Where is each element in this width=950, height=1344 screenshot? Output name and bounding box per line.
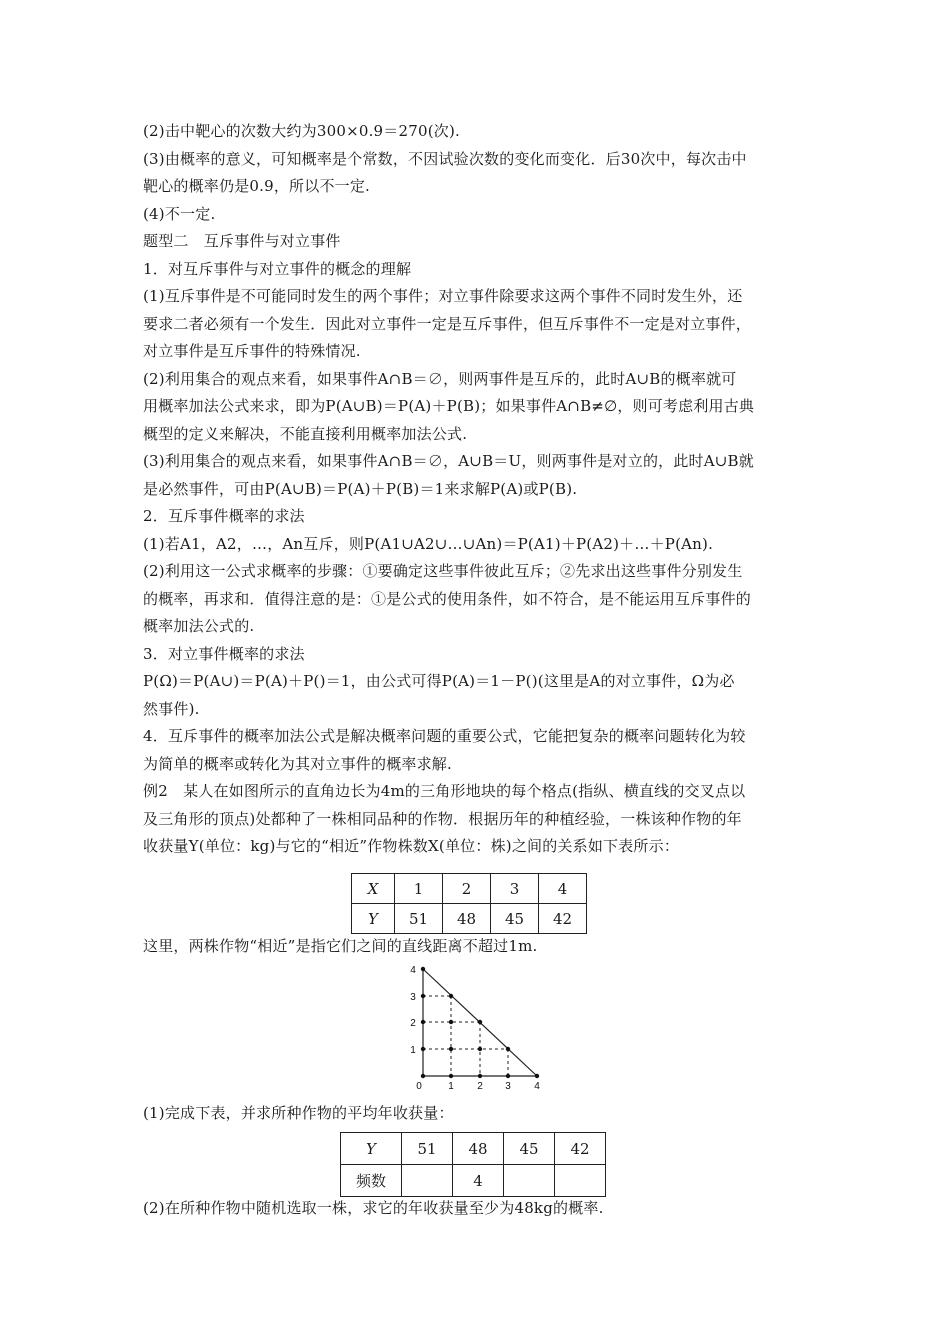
table-cell <box>555 1165 606 1197</box>
text-line: 靶心的概率仍是0.9，所以不一定. <box>143 177 371 195</box>
table-cell: 48 <box>453 1133 504 1165</box>
y-tick-label: 3 <box>410 992 416 1003</box>
lattice-point <box>421 1047 425 1051</box>
table-cell: Y <box>352 904 395 934</box>
text-line: 是必然事件，可由P(A∪B)＝P(A)＋P(B)＝1来求解P(A)或P(B). <box>143 479 578 498</box>
lattice-point <box>421 967 425 971</box>
text-line: 然事件). <box>143 699 200 718</box>
lattice-point <box>535 1074 539 1078</box>
text-line: 4．互斥事件的概率加法公式是解决概率问题的重要公式，它能把复杂的概率问题转化为较 <box>143 727 746 745</box>
body-text <box>143 118 811 861</box>
triangle-grid-figure <box>391 963 551 1093</box>
example-heading-line: 例2 某人在如图所示的直角边长为4m的三角形地块的每个格点(指纵、横直线的交叉点以 <box>143 782 746 800</box>
table-cell: Y <box>341 1133 402 1165</box>
table-cell: 1 <box>395 874 443 904</box>
lattice-point <box>478 1074 482 1078</box>
table-cell: 48 <box>443 904 491 934</box>
question-1: (1)完成下表，并求所种作物的平均年收获量： <box>143 1104 454 1122</box>
table-cell: 51 <box>395 904 443 934</box>
lattice-point <box>478 1047 482 1051</box>
x-tick-label: 4 <box>534 1081 540 1092</box>
x-tick-label: 1 <box>448 1081 454 1092</box>
text-line: 要求二者必须有一个发生．因此对立事件一定是互斥事件，但互斥事件不一定是对立事件， <box>143 314 752 333</box>
text-line: (2)利用集合的观点来看，如果事件A∩B＝∅，则两事件是互斥的，此时A∪B的概率就可 <box>143 369 737 388</box>
xy-relation-table <box>351 873 587 934</box>
text-line: (4)不一定. <box>143 204 216 223</box>
lattice-point <box>449 994 453 998</box>
table-row <box>341 1133 606 1165</box>
text-line: 及三角形的顶点)处都种了一株相同品种的作物．根据历年的种植经验，一株该种作物的年 <box>143 809 742 828</box>
table-row <box>352 874 587 904</box>
table-cell: 4 <box>453 1165 504 1197</box>
subsection-heading: 2．互斥事件概率的求法 <box>143 507 305 525</box>
table-cell: 频数 <box>341 1165 402 1197</box>
y-tick-label: 2 <box>410 1018 416 1029</box>
question-2: (2)在所种作物中随机选取一株，求它的年收获量至少为48kg的概率. <box>143 1199 604 1217</box>
subsection-heading: 3．对立事件概率的求法 <box>143 644 305 663</box>
text-line: (3)由概率的意义，可知概率是个常数，不因试验次数的变化而变化．后30次中，每次击中 <box>143 149 747 168</box>
lattice-point <box>421 1074 425 1078</box>
y-tick-label: 1 <box>410 1045 416 1056</box>
table-cell: 42 <box>539 904 587 934</box>
table-cell: 3 <box>491 874 539 904</box>
text-line: 的概率，再求和．值得注意的是：①是公式的使用条件，如不符合，是不能运用互斥事件的 <box>143 589 752 608</box>
y-tick-label: 4 <box>410 965 416 976</box>
lattice-point <box>478 1020 482 1024</box>
text-line: (2)利用这一公式求概率的步骤：①要确定这些事件彼此互斥；②先求出这些事件分别发生 <box>143 562 743 580</box>
table-cell <box>504 1165 555 1197</box>
frequency-table <box>340 1132 606 1197</box>
table-cell <box>402 1165 453 1197</box>
text-line: (1)互斥事件是不可能同时发生的两个事件；对立事件除要求这两个事件不同时发生外，还 <box>143 287 743 305</box>
text-line: (2)击中靶心的次数大约为300×0.9＝270(次). <box>143 122 461 140</box>
text-line: 概型的定义来解决，不能直接利用概率加法公式. <box>143 424 468 443</box>
lattice-point <box>421 994 425 998</box>
table-cell: 4 <box>539 874 587 904</box>
lattice-point <box>421 1020 425 1024</box>
table-cell: 45 <box>504 1133 555 1165</box>
text-line: (1)若A1，A2，…，An互斥，则P(A1∪A2∪…∪An)＝P(A1)＋P(A2)＋…＋P(An). <box>143 534 714 553</box>
text-line: (3)利用集合的观点来看，如果事件A∩B＝∅，A∪B＝U，则两事件是对立的，此时A∪B就 <box>143 452 754 470</box>
lattice-point <box>449 1047 453 1051</box>
text-line: 这里，两株作物“相近”是指它们之间的直线距离不超过1m. <box>143 937 538 955</box>
text-line: 用概率加法公式来求，即为P(A∪B)＝P(A)＋P(B)；如果事件A∩B≠∅，则可考虑利用古典 <box>143 397 755 415</box>
table-cell: 45 <box>491 904 539 934</box>
lattice-point <box>506 1074 510 1078</box>
document-page <box>143 118 811 1217</box>
table-row <box>341 1165 606 1197</box>
text-line: 概率加法公式的. <box>143 617 255 635</box>
text-line: 收获量Y(单位：kg)与它的“相近”作物株数X(单位：株)之间的关系如下表所示： <box>143 837 680 855</box>
table-cell: 51 <box>402 1133 453 1165</box>
table-cell: 2 <box>443 874 491 904</box>
lattice-point <box>449 1020 453 1024</box>
x-tick-label: 3 <box>505 1081 511 1092</box>
table-row <box>352 904 587 934</box>
text-line: 对立事件是互斥事件的特殊情况. <box>143 342 361 360</box>
lattice-point <box>506 1047 510 1051</box>
text-line: P(Ω)＝P(A∪)＝P(A)＋P()＝1，由公式可得P(A)＝1－P()(这里是A的对立事件，Ω为必 <box>143 672 735 690</box>
x-tick-label: 0 <box>416 1081 422 1092</box>
table-cell: X <box>352 874 395 904</box>
section-heading: 题型二 互斥事件与对立事件 <box>143 232 341 250</box>
text-line: 为简单的概率或转化为其对立事件的概率求解. <box>143 754 452 773</box>
table-cell: 42 <box>555 1133 606 1165</box>
subsection-heading: 1．对互斥事件与对立事件的概念的理解 <box>143 259 412 278</box>
lattice-point <box>449 1074 453 1078</box>
x-tick-label: 2 <box>477 1081 483 1092</box>
